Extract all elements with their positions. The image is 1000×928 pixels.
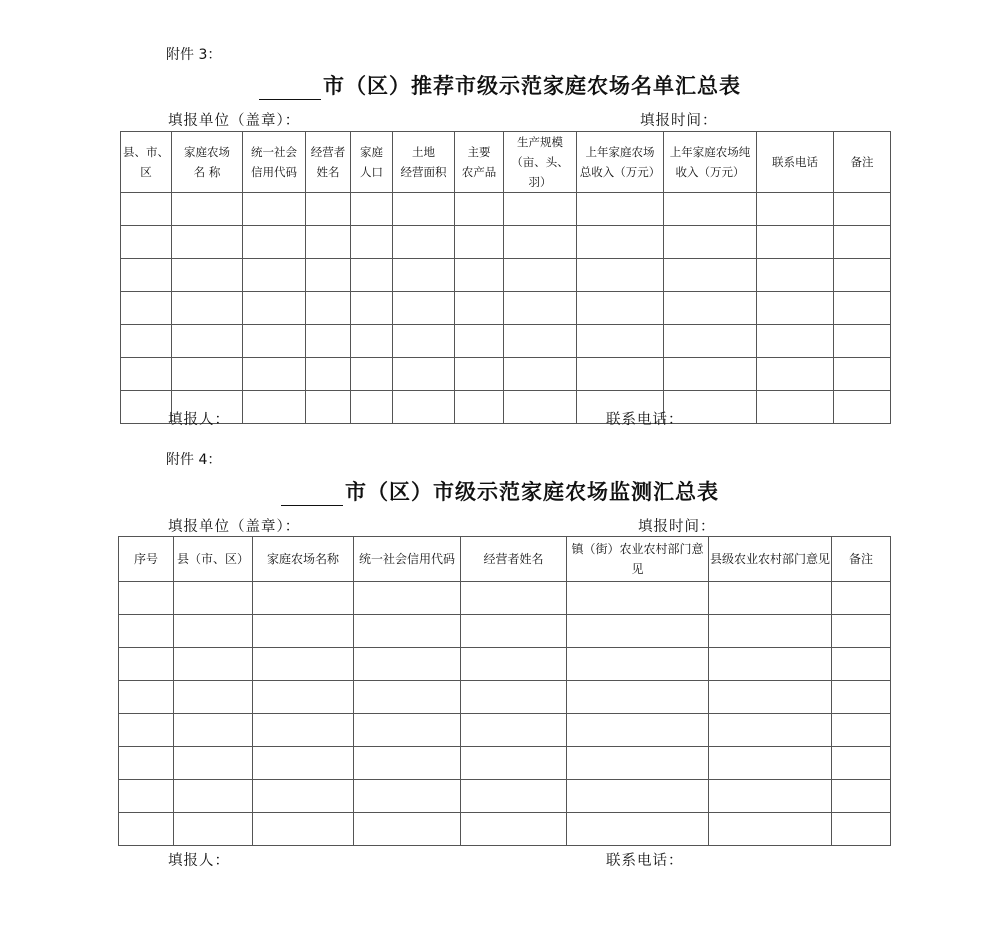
- table-cell[interactable]: [834, 325, 891, 358]
- table-cell[interactable]: [757, 193, 834, 226]
- table-cell[interactable]: [172, 325, 243, 358]
- table-cell[interactable]: [253, 648, 354, 681]
- table-cell[interactable]: [832, 582, 891, 615]
- table-cell[interactable]: [577, 325, 664, 358]
- table-cell[interactable]: [393, 292, 455, 325]
- table-cell[interactable]: [504, 358, 577, 391]
- table-cell[interactable]: [351, 358, 393, 391]
- table-cell[interactable]: [243, 193, 306, 226]
- table-cell[interactable]: [709, 582, 832, 615]
- table-cell[interactable]: [455, 259, 504, 292]
- table-cell[interactable]: [306, 325, 351, 358]
- table-cell[interactable]: [354, 582, 461, 615]
- table-cell[interactable]: [306, 292, 351, 325]
- table-cell[interactable]: [461, 648, 567, 681]
- column-header: [306, 132, 351, 193]
- table-cell[interactable]: [174, 780, 253, 813]
- table-cell[interactable]: [121, 292, 172, 325]
- table-cell[interactable]: [243, 391, 306, 424]
- table-cell[interactable]: [567, 780, 709, 813]
- table-cell[interactable]: [393, 358, 455, 391]
- table-cell[interactable]: [306, 259, 351, 292]
- table-cell[interactable]: [253, 681, 354, 714]
- table-header-row: [121, 132, 891, 193]
- table-cell[interactable]: [461, 813, 567, 846]
- table-cell[interactable]: [455, 226, 504, 259]
- table-cell[interactable]: [567, 615, 709, 648]
- table-cell[interactable]: [757, 325, 834, 358]
- table-cell[interactable]: [354, 813, 461, 846]
- table-cell[interactable]: [757, 259, 834, 292]
- column-header-line: 联系电话: [772, 155, 818, 169]
- table-cell[interactable]: [119, 714, 174, 747]
- column-header: 统一社会信用代码: [354, 537, 461, 582]
- table-cell[interactable]: [504, 292, 577, 325]
- table-cell[interactable]: [174, 582, 253, 615]
- table-header-row: [119, 537, 891, 582]
- table-cell[interactable]: [306, 358, 351, 391]
- table-cell[interactable]: [119, 681, 174, 714]
- table-cell[interactable]: [393, 259, 455, 292]
- attachment-4-label: 附件 4：: [166, 452, 222, 468]
- column-header-line: 家庭农场: [184, 145, 230, 159]
- table-cell[interactable]: [664, 292, 757, 325]
- column-header: [834, 132, 891, 193]
- column-header-line: 备注: [850, 155, 874, 169]
- column-header: 序号: [119, 537, 174, 582]
- table-3-title: [0, 70, 1000, 100]
- table-cell[interactable]: [174, 747, 253, 780]
- table-row: [121, 292, 891, 325]
- table-cell[interactable]: [504, 226, 577, 259]
- table-cell[interactable]: [567, 747, 709, 780]
- attachment-3-label: 附件 3：: [166, 47, 222, 63]
- table-cell[interactable]: [567, 681, 709, 714]
- table-cell[interactable]: [393, 193, 455, 226]
- table-cell[interactable]: [172, 259, 243, 292]
- table-cell[interactable]: [174, 714, 253, 747]
- column-header: 镇（街）农业农村部门意见: [567, 537, 709, 582]
- filler-label-3: 填报人：: [168, 412, 230, 428]
- table-cell[interactable]: [253, 780, 354, 813]
- column-header-line: 名 称: [193, 165, 221, 179]
- table-cell[interactable]: [119, 582, 174, 615]
- table-cell[interactable]: [243, 358, 306, 391]
- table-cell[interactable]: [354, 714, 461, 747]
- table-cell[interactable]: [243, 259, 306, 292]
- table-cell[interactable]: [351, 325, 393, 358]
- table-cell[interactable]: [393, 325, 455, 358]
- table-cell[interactable]: [832, 714, 891, 747]
- table-cell[interactable]: [832, 747, 891, 780]
- title-blank-line: [259, 79, 321, 100]
- table-cell[interactable]: [455, 358, 504, 391]
- table-cell[interactable]: [567, 582, 709, 615]
- column-header-line: 经营面积: [400, 165, 447, 179]
- column-header-line: 农产品: [461, 165, 497, 179]
- table-3-body: [121, 193, 891, 424]
- table-cell[interactable]: [664, 358, 757, 391]
- table-cell[interactable]: [461, 582, 567, 615]
- table-cell[interactable]: [832, 813, 891, 846]
- table-cell[interactable]: [455, 325, 504, 358]
- table-cell[interactable]: [253, 615, 354, 648]
- table-cell[interactable]: [253, 714, 354, 747]
- table-cell[interactable]: [567, 813, 709, 846]
- table-cell[interactable]: [393, 391, 455, 424]
- table-cell[interactable]: [709, 747, 832, 780]
- table-cell[interactable]: [243, 226, 306, 259]
- table-cell[interactable]: [455, 292, 504, 325]
- table-row: [121, 325, 891, 358]
- phone-label-4: 联系电话：: [606, 853, 684, 869]
- column-header-line: 经营者: [310, 145, 346, 159]
- table-cell[interactable]: [577, 193, 664, 226]
- table-cell[interactable]: [121, 391, 172, 424]
- table-cell[interactable]: [567, 714, 709, 747]
- table-cell[interactable]: [393, 226, 455, 259]
- column-header: [455, 132, 504, 193]
- table-cell[interactable]: [834, 193, 891, 226]
- column-header-line: 区: [140, 165, 152, 179]
- table-cell[interactable]: [577, 292, 664, 325]
- table-cell[interactable]: [121, 259, 172, 292]
- table-cell[interactable]: [461, 615, 567, 648]
- column-header-line: 主要: [467, 145, 491, 159]
- table-cell[interactable]: [243, 292, 306, 325]
- table-cell[interactable]: [504, 391, 577, 424]
- column-header: [393, 132, 455, 193]
- column-header-line: 上年家庭农场: [585, 145, 655, 159]
- table-cell[interactable]: [306, 193, 351, 226]
- column-header: 经营者姓名: [461, 537, 567, 582]
- table-cell[interactable]: [832, 780, 891, 813]
- table-cell[interactable]: [351, 391, 393, 424]
- table-row: [119, 813, 891, 846]
- table-3-title-text: 市（区）推荐市级示范家庭农场名单汇总表: [323, 73, 741, 98]
- table-row: [119, 582, 891, 615]
- column-header-line: 土地: [412, 145, 435, 159]
- table-cell[interactable]: [172, 226, 243, 259]
- fill-unit-label-3: 填报单位（盖章）：: [168, 113, 301, 129]
- table-cell[interactable]: [664, 226, 757, 259]
- table-row: [119, 648, 891, 681]
- table-cell[interactable]: [709, 714, 832, 747]
- table-cell[interactable]: [172, 193, 243, 226]
- table-cell[interactable]: [455, 391, 504, 424]
- column-header-line: 姓名: [316, 165, 340, 179]
- table-cell[interactable]: [709, 615, 832, 648]
- table-cell[interactable]: [354, 648, 461, 681]
- table-cell[interactable]: [832, 615, 891, 648]
- column-header-line: 家庭: [360, 145, 383, 159]
- table-cell[interactable]: [306, 226, 351, 259]
- table-cell[interactable]: [455, 193, 504, 226]
- table-cell[interactable]: [253, 813, 354, 846]
- table-cell[interactable]: [351, 259, 393, 292]
- column-header: 备注: [832, 537, 891, 582]
- table-cell[interactable]: [832, 681, 891, 714]
- fill-time-label-4: 填报时间：: [638, 519, 716, 535]
- table-cell[interactable]: [354, 747, 461, 780]
- table-row: [119, 780, 891, 813]
- table-row: [121, 226, 891, 259]
- table-cell[interactable]: [757, 358, 834, 391]
- fill-unit-label-4: 填报单位（盖章）：: [168, 519, 301, 535]
- table-cell[interactable]: [121, 226, 172, 259]
- table-cell[interactable]: [121, 325, 172, 358]
- table-cell[interactable]: [354, 615, 461, 648]
- table-cell[interactable]: [709, 780, 832, 813]
- column-header: 家庭农场名称: [253, 537, 354, 582]
- table-row: [121, 193, 891, 226]
- table-cell[interactable]: [461, 747, 567, 780]
- table-cell[interactable]: [174, 681, 253, 714]
- column-header: [664, 132, 757, 193]
- column-header-line: （亩、头、羽）: [511, 155, 569, 189]
- table-cell[interactable]: [119, 648, 174, 681]
- table-cell[interactable]: [709, 648, 832, 681]
- table-cell[interactable]: [504, 259, 577, 292]
- table-cell[interactable]: [119, 747, 174, 780]
- phone-label-3: 联系电话：: [606, 412, 684, 428]
- table-cell[interactable]: [834, 226, 891, 259]
- table-row: [119, 615, 891, 648]
- table-cell[interactable]: [834, 391, 891, 424]
- column-header: [577, 132, 664, 193]
- table-cell[interactable]: [461, 780, 567, 813]
- table-cell[interactable]: [172, 358, 243, 391]
- table-4-title-text: 市（区）市级示范家庭农场监测汇总表: [345, 479, 719, 504]
- table-cell[interactable]: [174, 648, 253, 681]
- table-cell[interactable]: [119, 780, 174, 813]
- table-cell[interactable]: [664, 325, 757, 358]
- column-header: [757, 132, 834, 193]
- column-header-line: 生产规模: [517, 135, 563, 149]
- table-cell[interactable]: [757, 292, 834, 325]
- table-cell[interactable]: [354, 681, 461, 714]
- column-header: 县级农业农村部门意见: [709, 537, 832, 582]
- table-cell[interactable]: [577, 259, 664, 292]
- column-header: [351, 132, 393, 193]
- table-cell[interactable]: [832, 648, 891, 681]
- table-cell[interactable]: [351, 193, 393, 226]
- column-header-line: 信用代码: [251, 165, 297, 179]
- table-4-title: [0, 476, 1000, 506]
- column-header: [504, 132, 577, 193]
- column-header-line: 县、市、: [123, 145, 169, 159]
- table-cell[interactable]: [121, 193, 172, 226]
- table-cell[interactable]: [243, 325, 306, 358]
- column-header: [121, 132, 172, 193]
- table-row: [121, 259, 891, 292]
- table-cell[interactable]: [504, 325, 577, 358]
- table-cell[interactable]: [172, 292, 243, 325]
- column-header-line: 人口: [360, 165, 383, 179]
- table-cell[interactable]: [709, 813, 832, 846]
- column-header: [172, 132, 243, 193]
- column-header-line: 收入（万元）: [675, 165, 745, 179]
- table-cell[interactable]: [709, 681, 832, 714]
- table-row: [119, 681, 891, 714]
- table-cell[interactable]: [306, 391, 351, 424]
- table-cell[interactable]: [253, 747, 354, 780]
- table-cell[interactable]: [121, 358, 172, 391]
- column-header: 县（市、区）: [174, 537, 253, 582]
- monitoring-summary-table: [118, 536, 891, 846]
- table-cell[interactable]: [577, 358, 664, 391]
- table-cell[interactable]: [461, 681, 567, 714]
- column-header: [243, 132, 306, 193]
- table-row: [119, 747, 891, 780]
- fill-time-label-3: 填报时间：: [640, 113, 718, 129]
- table-cell[interactable]: [119, 813, 174, 846]
- table-cell[interactable]: [504, 193, 577, 226]
- table-cell[interactable]: [567, 648, 709, 681]
- table-cell[interactable]: [757, 226, 834, 259]
- table-cell[interactable]: [119, 615, 174, 648]
- column-header-line: 总收入（万元）: [579, 165, 661, 179]
- table-row: [121, 391, 891, 424]
- table-cell[interactable]: [834, 292, 891, 325]
- table-cell[interactable]: [253, 582, 354, 615]
- table-cell[interactable]: [664, 259, 757, 292]
- table-cell[interactable]: [174, 615, 253, 648]
- title-blank-line: [281, 485, 343, 506]
- column-header-line: 统一社会: [251, 145, 297, 159]
- table-4-body: [119, 582, 891, 846]
- table-cell[interactable]: [461, 714, 567, 747]
- table-cell[interactable]: [351, 292, 393, 325]
- table-cell[interactable]: [834, 358, 891, 391]
- recommend-summary-table: [120, 131, 891, 424]
- table-cell[interactable]: [351, 226, 393, 259]
- table-cell[interactable]: [664, 193, 757, 226]
- table-cell[interactable]: [577, 226, 664, 259]
- table-row: [121, 358, 891, 391]
- table-cell[interactable]: [354, 780, 461, 813]
- filler-label-4: 填报人：: [168, 853, 230, 869]
- table-cell[interactable]: [757, 391, 834, 424]
- table-cell[interactable]: [174, 813, 253, 846]
- table-row: [119, 714, 891, 747]
- table-cell[interactable]: [834, 259, 891, 292]
- column-header-line: 上年家庭农场纯: [669, 145, 751, 159]
